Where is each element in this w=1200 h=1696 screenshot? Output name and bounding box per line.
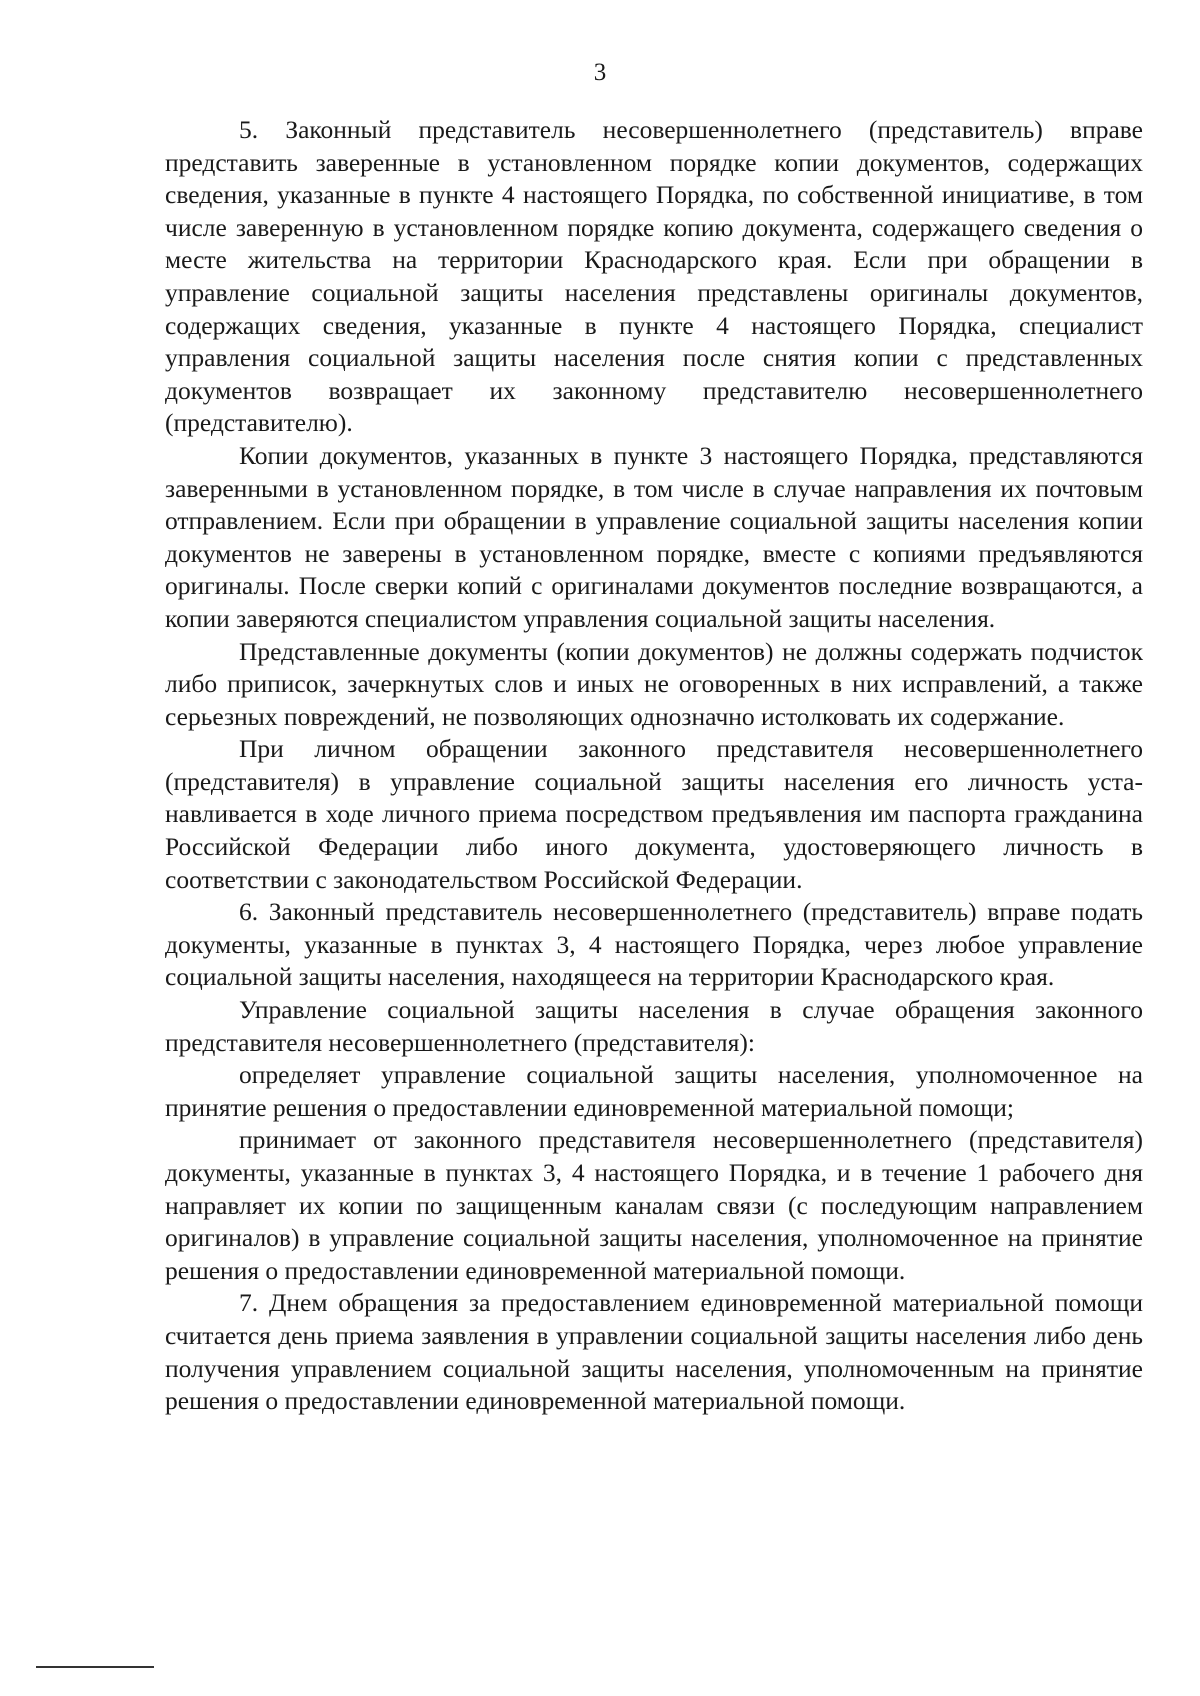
paragraph-accepts-documents: принимает от законного представителя несовершеннолетнего (представителя) документы, указанные в пунктах 3, 4 настоящего Порядка, и в течение 1 рабочего дня направляет их копии по защищенным каналам связи (с последующим направлением оригиналов) в управление социальной защиты населения, уполномоченное на принятие решения о предоставлении единовременной материальной помощи. bbox=[165, 1125, 1143, 1285]
footer-divider bbox=[36, 1666, 154, 1668]
document-body bbox=[165, 114, 1143, 1418]
paragraph-item-5: 5. Законный представитель несовершеннолетнего (представитель) вправе представить заверенные в установленном порядке копии документов, содержащих сведения, указанные в пункте 4 настоящего Порядка, по собственной инициативе, в том числе заверенную в установленном порядке копию документа, содержащего сведения о месте жительства на территории Краснодарского края. Если при обращении в управление социальной защиты населения представлены оригиналы документов, содержащих сведения, указанные в пункте 4 настоящего Порядка, специалист управления социальной защиты населения после снятия копии с представленных документов возвращает их законному представителю несовершеннолетнего (представителю). bbox=[165, 115, 1143, 438]
page-number: 3 bbox=[593, 59, 607, 86]
paragraph-item-6: 6. Законный представитель несовершеннолетнего (представитель) вправе подать документы, указанные в пунктах 3, 4 настоящего Порядка, через любое управление социальной защиты населения, находящееся на территории Краснодарского края. bbox=[165, 897, 1143, 992]
paragraph-identity-verification: При личном обращении законного представителя несовершеннолетнего (представителя) в управление социальной защиты населения его личность устанавливается в ходе личного приема посредством предъявления им паспорта гражданина Российской Федерации либо иного документа, удостоверяющего личность в соответствии с законодательством Российской Федерации. bbox=[165, 734, 1143, 894]
paragraph-item-7: 7. Днем обращения за предоставлением единовременной материальной помощи считается день приема заявления в управлении социальной защиты населения либо день получения управлением социальной защиты населения, уполномоченным на принятие решения о предоставлении единовременной материальной помощи. bbox=[165, 1288, 1143, 1416]
paragraph-administration-duties: Управление социальной защиты населения в случае обращения законного представителя несовершеннолетнего (представителя): bbox=[165, 995, 1143, 1057]
paragraph-document-requirements: Представленные документы (копии документов) не должны содержать подчисток либо приписок, зачеркнутых слов и иных не оговоренных в них исправлений, а также серьезных повреждений, не позволяющих однозначно истолковать их содержание. bbox=[165, 636, 1143, 731]
paragraph-copies-certification: Копии документов, указанных в пункте 3 настоящего Порядка, представляются заверенными в установленном порядке, в том числе в случае направления их почтовым отправлением. Если при обращении в управление социальной защиты населения копии документов не заверены в установленном порядке, вместе с копиями предъявляются оригиналы. После сверки копий с оригиналами документов последние возвращаются, а копии заверяются специалистом управления социальной защиты населения. bbox=[165, 440, 1143, 633]
paragraph-determines-authority: определяет управление социальной защиты населения, уполномоченное на принятие решения о предоставлении единовременной материальной помощи; bbox=[165, 1060, 1143, 1122]
